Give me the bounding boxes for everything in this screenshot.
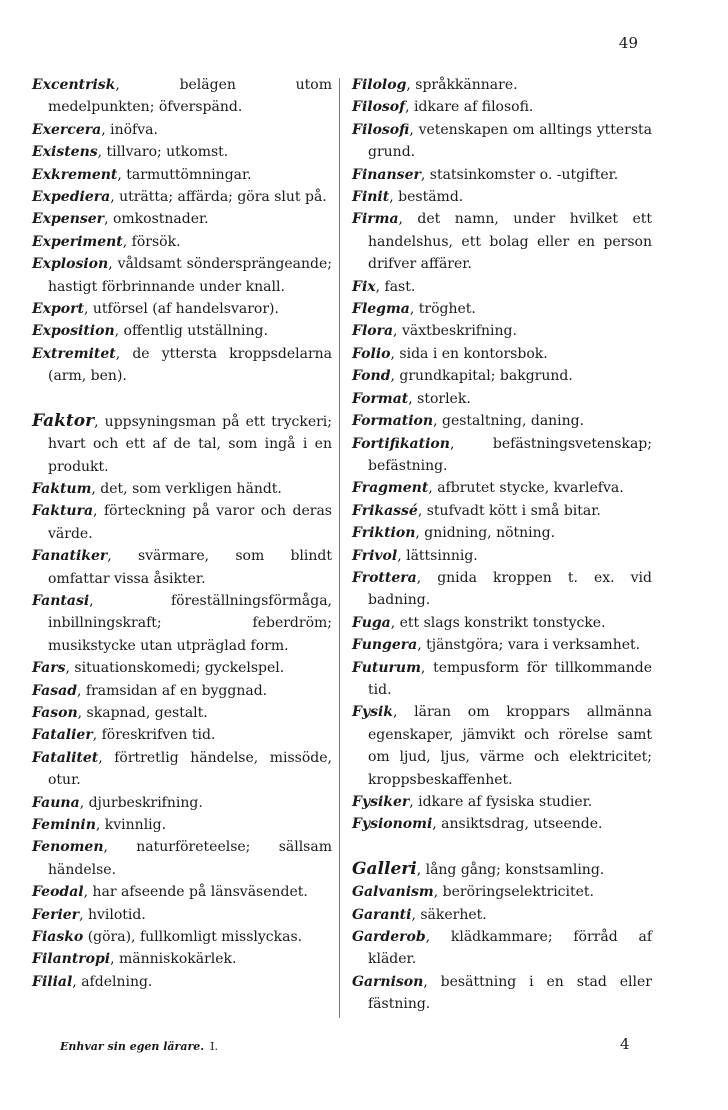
entry-definition: , framsidan af en byggnad. xyxy=(77,682,268,699)
entry-definition: , afbrutet stycke, kvarlefva. xyxy=(428,480,624,497)
entry-headword: Futurum xyxy=(352,659,421,676)
entry-headword: Faktum xyxy=(32,480,92,497)
entry-definition: , storlek. xyxy=(408,390,471,407)
dictionary-entry xyxy=(32,141,332,163)
dictionary-entry xyxy=(352,858,652,881)
entry-definition: , statsinkomster o. -utgifter. xyxy=(420,166,619,183)
dictionary-entry xyxy=(32,320,332,342)
dictionary-entry xyxy=(32,500,332,545)
dictionary-entry xyxy=(32,814,332,836)
entry-definition: , uträtta; affärda; göra slut på. xyxy=(110,189,327,206)
entry-headword: Finit xyxy=(352,189,390,206)
entry-definition: , människokärlek. xyxy=(110,951,237,968)
entry-definition: (göra), fullkomligt misslyckas. xyxy=(83,929,303,946)
dictionary-entry xyxy=(352,410,652,432)
dictionary-entry xyxy=(32,657,332,679)
entry-headword: Export xyxy=(32,301,84,318)
dictionary-entry xyxy=(32,948,332,970)
entry-definition: , svärmare, som blindt omfattar vissa åsikter. xyxy=(48,548,332,587)
dictionary-entry xyxy=(352,813,652,835)
entry-headword: Flora xyxy=(352,323,394,340)
entry-definition: , inöfva. xyxy=(101,121,158,138)
entry-headword: Galvanism xyxy=(352,884,434,901)
dictionary-entry xyxy=(32,119,332,141)
entry-definition: , omkostnader. xyxy=(104,211,209,228)
entry-headword: Filolog xyxy=(352,77,407,93)
entry-headword: Fason xyxy=(32,704,78,721)
dictionary-entry xyxy=(32,792,332,814)
entry-headword: Galleri xyxy=(352,858,417,879)
entry-definition: , befästningsvetenskap; befästning. xyxy=(368,435,652,474)
dictionary-entry xyxy=(32,881,332,903)
entry-definition: , situationskomedi; gyckelspel. xyxy=(65,660,285,677)
entry-headword: Folio xyxy=(352,345,391,362)
entry-headword: Format xyxy=(352,390,409,407)
entry-headword: Fanatiker xyxy=(32,548,108,565)
entry-headword: Fond xyxy=(352,368,391,385)
entry-headword: Expediera xyxy=(32,189,111,206)
entry-definition: , beröringselektricitet. xyxy=(433,884,594,901)
entry-definition: , föreskrifven tid. xyxy=(92,727,216,744)
entry-headword: Filosofi xyxy=(352,121,410,138)
entry-headword: Fars xyxy=(32,660,66,677)
entry-definition: , hvilotid. xyxy=(79,906,146,923)
dictionary-entry xyxy=(352,298,652,320)
entry-headword: Fatalitet xyxy=(32,749,99,766)
entry-headword: Faktura xyxy=(32,503,94,520)
dictionary-entry xyxy=(32,298,332,320)
dictionary-entry xyxy=(32,836,332,881)
entry-headword: Fiasko xyxy=(32,929,84,946)
dictionary-entry xyxy=(352,926,652,971)
dictionary-entry xyxy=(352,388,652,410)
entry-headword: Friktion xyxy=(352,525,416,542)
entry-definition: , förteckning på varor och deras värde. xyxy=(48,503,332,542)
entry-definition: , naturföreteelse; sällsam händelse. xyxy=(48,839,332,878)
dictionary-entry xyxy=(352,522,652,544)
dictionary-entry xyxy=(352,164,652,186)
entry-definition: , har afseende på länsväsendet. xyxy=(83,884,308,901)
entry-headword: Frikassé xyxy=(352,502,418,519)
dictionary-entry xyxy=(32,164,332,186)
dictionary-entry xyxy=(352,365,652,387)
entry-headword: Fysik xyxy=(352,704,393,721)
dictionary-entry xyxy=(352,208,652,275)
entry-headword: Experiment xyxy=(32,233,123,250)
entry-headword: Exkrement xyxy=(32,166,118,183)
entry-definition: , tillvaro; utkomst. xyxy=(97,144,229,161)
entry-headword: Fantasi xyxy=(32,592,90,609)
entry-headword: Fortifikation xyxy=(352,435,450,452)
entry-headword: Feodal xyxy=(32,884,84,901)
dictionary-entry xyxy=(352,545,652,567)
dictionary-entry xyxy=(32,186,332,208)
entry-headword: Excentrisk xyxy=(32,77,116,93)
entry-definition: , djurbeskrifning. xyxy=(79,794,203,811)
section-gap xyxy=(352,836,652,858)
entry-definition: , gnida kroppen t. ex. vid badning. xyxy=(368,569,652,609)
entry-headword: Fysiker xyxy=(352,794,410,810)
entry-definition: , idkare af filosofi. xyxy=(405,99,534,116)
entry-definition: , belägen utom medelpunkten; öfverspänd. xyxy=(48,77,332,116)
entry-definition: , sida i en kontorsbok. xyxy=(390,345,548,362)
dictionary-entry xyxy=(352,634,652,656)
entry-definition: , fast. xyxy=(375,278,416,295)
dictionary-entry xyxy=(32,74,332,119)
dictionary-entry xyxy=(32,410,332,478)
entry-definition: , utförsel (af handelsvaror). xyxy=(84,301,279,318)
entry-headword: Filantropi xyxy=(32,951,111,968)
dictionary-entry xyxy=(32,545,332,590)
entry-headword: Filosof xyxy=(352,99,406,116)
dictionary-entry xyxy=(32,904,332,926)
entry-headword: Ferier xyxy=(32,906,80,923)
entry-definition: , säkerhet. xyxy=(411,906,487,923)
dictionary-entry xyxy=(352,96,652,118)
entry-headword: Existens xyxy=(32,144,98,161)
dictionary-entry xyxy=(32,590,332,657)
entry-headword: Expenser xyxy=(32,211,105,228)
entry-headword: Fragment xyxy=(352,480,429,497)
entry-definition: , föreställningsförmåga, inbillningskraft; feberdröm; musikstycke utan utpräglad form. xyxy=(48,592,332,654)
entry-definition: , stufvadt kött i små bitar. xyxy=(417,502,601,519)
entry-headword: Finanser xyxy=(352,166,421,183)
dictionary-entry xyxy=(32,702,332,724)
dictionary-entry xyxy=(32,926,332,948)
dictionary-entry xyxy=(32,208,332,230)
dictionary-entry xyxy=(32,478,332,500)
dictionary-entry xyxy=(352,343,652,365)
dictionary-entry xyxy=(352,904,652,926)
entry-definition: , ett slags konstrikt tonstycke. xyxy=(390,614,606,631)
dictionary-entry xyxy=(352,701,652,791)
entry-headword: Exercera xyxy=(32,121,102,138)
entry-definition: , skapnad, gestalt. xyxy=(77,704,208,721)
entry-headword: Fenomen xyxy=(32,839,104,856)
entry-definition: , växtbeskrifning. xyxy=(393,323,517,340)
entry-headword: Frottera xyxy=(352,569,417,586)
entry-headword: Extremitet xyxy=(32,345,116,362)
dictionary-entry xyxy=(352,881,652,903)
column-divider xyxy=(339,78,340,1018)
entry-headword: Fauna xyxy=(32,794,80,811)
dictionary-entry xyxy=(352,971,652,1016)
entry-headword: Frivol xyxy=(352,547,398,564)
dictionary-entry xyxy=(352,791,652,813)
dictionary-entry xyxy=(352,500,652,522)
dictionary-entry xyxy=(32,747,332,792)
dictionary-entry xyxy=(32,231,332,253)
entry-definition: , uppsyningsman på ett tryckeri; hvart och ett af de tal, som ingå i en produkt. xyxy=(48,413,332,475)
dictionary-entry xyxy=(352,657,652,702)
entry-headword: Fysionomi xyxy=(352,816,433,833)
dictionary-entry xyxy=(352,433,652,478)
entry-definition: , de yttersta kroppsdelarna (arm, ben). xyxy=(48,345,332,385)
dictionary-entry xyxy=(32,253,332,298)
entry-definition: , offentlig utställning. xyxy=(114,323,268,340)
footer-signature: 4 xyxy=(620,1035,630,1053)
entry-definition: , gestaltning, daning. xyxy=(433,413,585,430)
entry-definition: , försök. xyxy=(122,233,181,250)
dictionary-entry xyxy=(352,74,652,96)
entry-definition: , bestämd. xyxy=(389,189,464,206)
dictionary-entry xyxy=(352,276,652,298)
entry-headword: Fuga xyxy=(352,614,391,631)
entry-headword: Exposition xyxy=(32,323,115,340)
entry-definition: , tjänstgöra; vara i verksamhet. xyxy=(417,637,641,654)
entry-headword: Firma xyxy=(352,211,399,228)
entry-headword: Garderob xyxy=(352,929,426,946)
entry-definition: , afdelning. xyxy=(72,973,153,990)
dictionary-entry xyxy=(352,320,652,342)
entry-headword: Faktor xyxy=(32,410,95,431)
entry-definition: , läran om kroppars allmänna egenskaper, jämvikt och rörelse samt om ljud, ljus, värme och elektricitet; kroppsbeskaffenhet. xyxy=(368,704,652,788)
entry-definition: , språkkännare. xyxy=(406,77,518,93)
footer-title: Enhvar sin egen lärare. xyxy=(60,1040,205,1053)
entry-headword: Garanti xyxy=(352,906,412,923)
entry-definition: , tarmuttömningar. xyxy=(117,166,252,183)
entry-headword: Explosion xyxy=(32,256,109,273)
entry-definition: , idkare af fysiska studier. xyxy=(409,794,593,810)
entry-definition: , klädkammare; förråd af kläder. xyxy=(368,929,652,968)
entry-headword: Fix xyxy=(352,278,376,295)
dictionary-entry xyxy=(352,477,652,499)
section-gap xyxy=(32,388,332,410)
dictionary-entry xyxy=(352,119,652,164)
entry-headword: Fasad xyxy=(32,682,77,699)
entry-definition: , det namn, under hvilket ett handelshus, ett bolag eller en person drifver affärer. xyxy=(368,211,652,273)
footer-book-title xyxy=(60,1040,218,1053)
entry-headword: Fungera xyxy=(352,637,418,654)
entry-definition: , grundkapital; bakgrund. xyxy=(390,368,573,385)
entry-headword: Filial xyxy=(32,973,73,990)
entry-definition: , förtretlig händelse, missöde, otur. xyxy=(48,749,332,789)
entry-headword: Flegma xyxy=(352,301,410,318)
dictionary-entry xyxy=(352,612,652,634)
entry-headword: Garnison xyxy=(352,973,424,990)
entry-definition: , tröghet. xyxy=(409,301,476,318)
entry-definition: , kvinnlig. xyxy=(95,817,167,833)
left-column xyxy=(32,74,332,993)
dictionary-entry xyxy=(352,567,652,612)
entry-definition: , det, som verkligen händt. xyxy=(91,480,282,497)
footer-volume: I. xyxy=(210,1040,218,1053)
dictionary-entry xyxy=(32,971,332,993)
entry-definition: , lång gång; konstsamling. xyxy=(416,861,605,878)
entry-definition: , ansiktsdrag, utseende. xyxy=(432,816,603,833)
right-column xyxy=(352,74,652,1016)
entry-definition: , tempusform för tillkommande tid. xyxy=(368,659,652,698)
entry-definition: , vetenskapen om alltings yttersta grund. xyxy=(368,121,652,161)
entry-definition: , lättsinnig. xyxy=(397,547,478,564)
entry-headword: Formation xyxy=(352,413,434,430)
dictionary-entry xyxy=(32,724,332,746)
entry-definition: , våldsamt söndersprängeande; hastigt förbrinnande under knall. xyxy=(48,256,332,295)
entry-definition: , gnidning, nötning. xyxy=(415,525,556,542)
dictionary-entry xyxy=(352,186,652,208)
entry-headword: Fatalier xyxy=(32,727,93,744)
page-number: 49 xyxy=(618,34,638,52)
dictionary-entry xyxy=(32,680,332,702)
entry-definition: , besättning i en stad eller fästning. xyxy=(368,973,652,1013)
entry-headword: Feminin xyxy=(32,817,96,833)
dictionary-entry xyxy=(32,343,332,388)
